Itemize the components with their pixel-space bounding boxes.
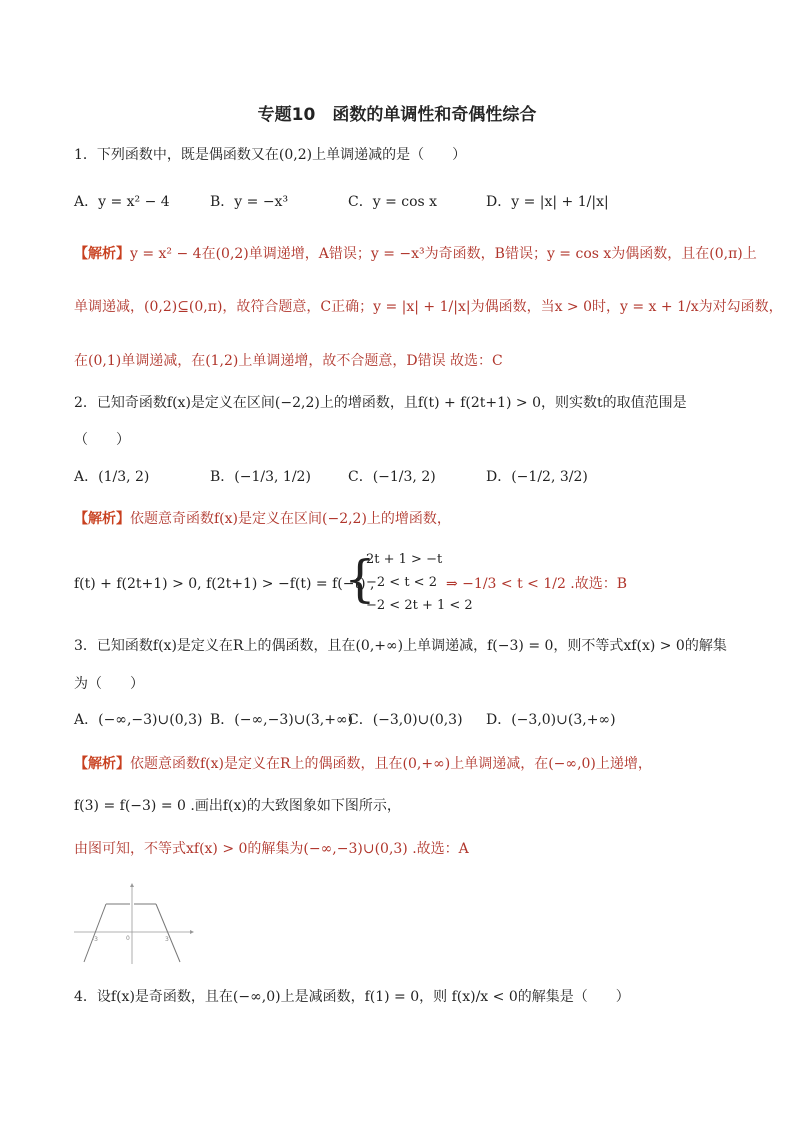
graph-left-branch-rising <box>84 904 106 962</box>
q3-stem-line-1: 3．已知函数f(x)是定义在R上的偶函数，且在(0,+∞)上单调递减，f(−3) = 0，则不等式xf(x) > 0的解集 <box>74 638 727 654</box>
q2-option-c: C．(−1/3, 2) <box>348 469 436 485</box>
tick-label-zero: 0 <box>126 935 130 942</box>
tick-label-pos: 3 <box>165 936 169 943</box>
q1-solution-tag: 【解析】 <box>74 246 130 262</box>
q1-option-c: C．y = cos x <box>348 194 438 210</box>
q1-solution-line-1: 【解析】y = x² − 4在(0,2)单调递增，A错误；y = −x³为奇函数，B错误；y = cos x为偶函数，且在(0,π)上 <box>74 246 757 262</box>
q3-option-d: D．(−3,0)∪(3,+∞) <box>486 712 616 728</box>
q2-derivation-left: f(t) + f(2t+1) > 0, f(2t+1) > −f(t) = f(−t) , <box>74 576 375 592</box>
graph-right-branch-falling <box>156 904 180 962</box>
x-axis-arrow <box>190 930 194 934</box>
q3-function-graph <box>70 880 195 968</box>
q2-option-d: D．(−1/2, 3/2) <box>486 469 588 485</box>
q1-stem: 1．下列函数中，既是偶函数又在(0,2)上单调递减的是（ ） <box>74 147 467 163</box>
q2-system-row-1: 2t + 1 > −t <box>366 552 443 567</box>
q2-option-b: B．(−1/3, 1/2) <box>210 469 311 485</box>
q3-solution-line-1: 【解析】依题意函数f(x)是定义在R上的偶函数，且在(0,+∞)上单调递减，在(−∞,0)上递增， <box>74 756 652 772</box>
q2-system-row-3: −2 < 2t + 1 < 2 <box>366 598 473 613</box>
q3-option-b: B．(−∞,−3)∪(3,+∞) <box>210 712 354 728</box>
q1-solution-line-2: 单调递减，(0,2)⊆(0,π)，故符合题意，C正确；y = |x| + 1/|x|为偶函数，当x > 0时，y = x + 1/x为对勾函数， <box>74 299 783 315</box>
tick-label-neg: -3 <box>92 936 98 943</box>
q2-system-row-2: −2 < t < 2 <box>366 575 437 590</box>
q1-solution-line-3: 在(0,1)单调递减，在(1,2)上单调递增，故不合题意，D错误 故选：C <box>74 353 503 369</box>
q3-option-a: A．(−∞,−3)∪(0,3) <box>74 712 203 728</box>
y-axis-arrow <box>130 883 134 887</box>
q2-stem-line-1: 2．已知奇函数f(x)是定义在区间(−2,2)上的增函数，且f(t) + f(2t+1) > 0，则实数t的取值范围是 <box>74 395 687 411</box>
q2-solution-line-1: 【解析】依题意奇函数f(x)是定义在区间(−2,2)上的增函数， <box>74 511 451 527</box>
q3-solution-line-2: f(3) = f(−3) = 0 .画出f(x)的大致图象如下图所示， <box>74 798 401 814</box>
q3-solution-tag: 【解析】 <box>74 756 130 772</box>
q3-option-c: C．(−3,0)∪(0,3) <box>348 712 463 728</box>
q3-solution-line-3: 由图可知，不等式xf(x) > 0的解集为(−∞,−3)∪(0,3) .故选：A <box>74 841 469 857</box>
q2-option-a: A．(1/3, 2) <box>74 469 150 485</box>
system-brace: { <box>344 550 376 608</box>
page-title: 专题10 函数的单调性和奇偶性综合 <box>257 105 537 125</box>
q3-stem-line-2: 为（ ） <box>74 676 144 692</box>
q1-option-d: D．y = |x| + 1/|x| <box>486 194 609 210</box>
q1-option-a: A．y = x² − 4 <box>74 194 170 210</box>
q2-solution-tag: 【解析】 <box>74 511 130 527</box>
q2-stem-line-2: （ ） <box>74 432 130 448</box>
q4-stem: 4．设f(x)是奇函数，且在(−∞,0)上是减函数，f(1) = 0，则 f(x)/x < 0的解集是（ ） <box>74 989 630 1005</box>
q2-derivation-right: ⇒ −1/3 < t < 1/2 .故选：B <box>446 576 628 592</box>
q1-option-b: B．y = −x³ <box>210 194 289 210</box>
